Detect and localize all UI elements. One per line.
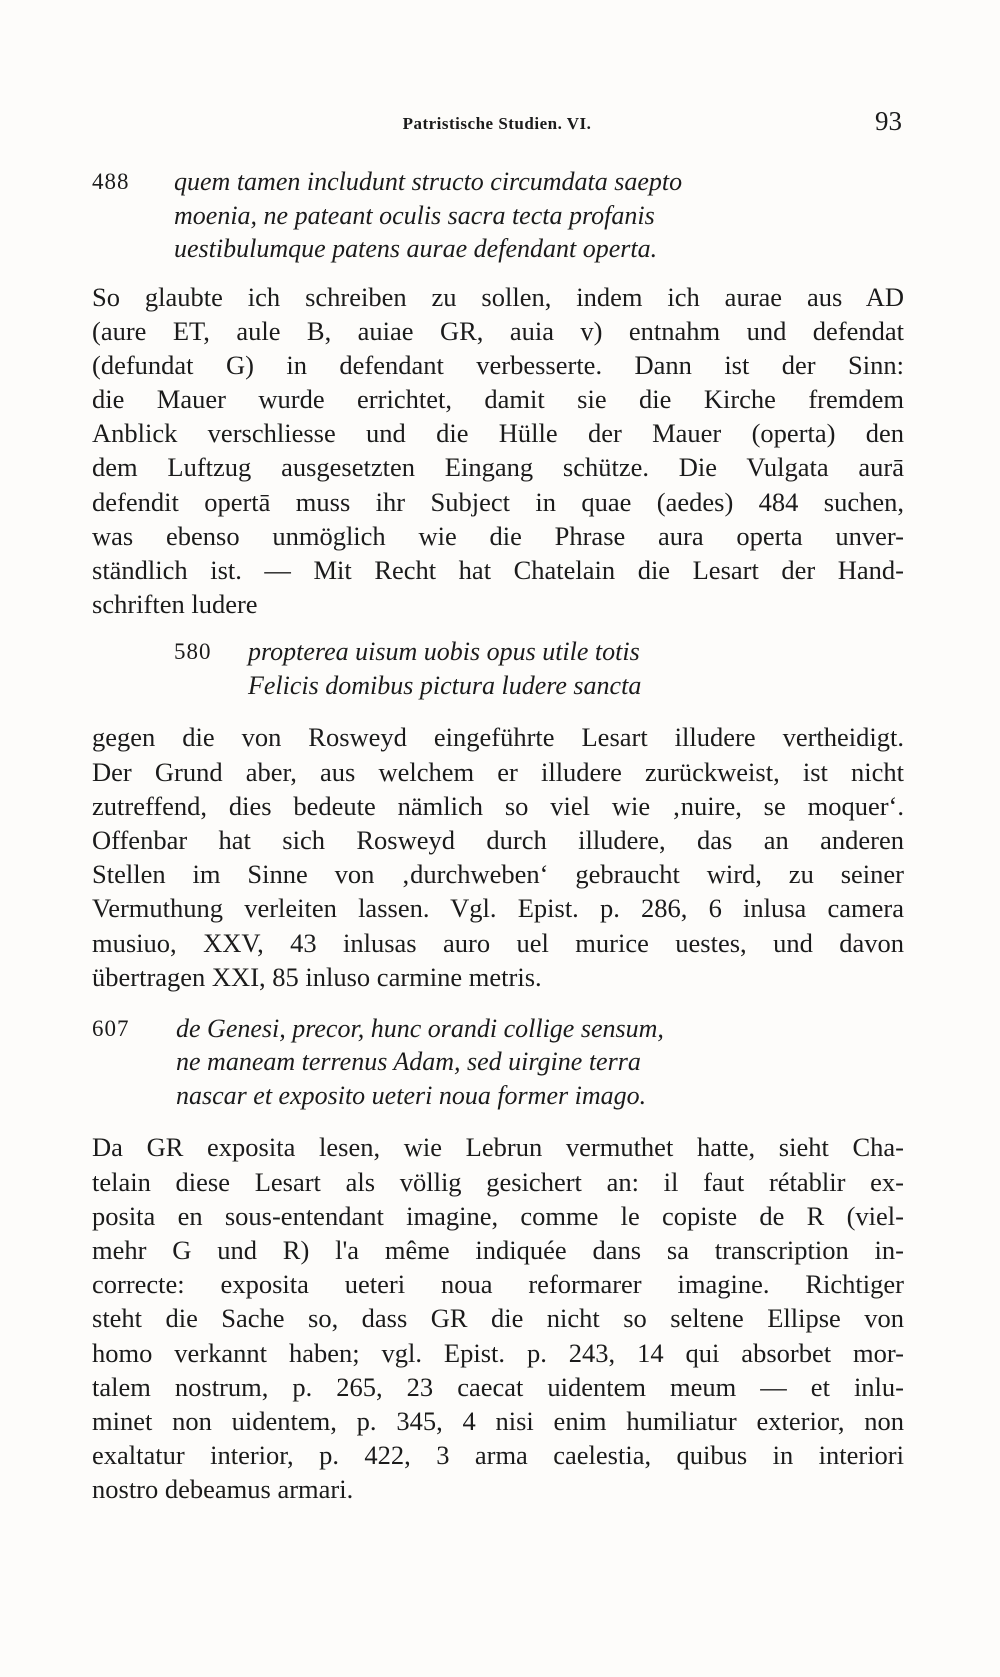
- text-line: telain diese Lesart als völlig gesichert an: il faut rétablir ex-: [92, 1166, 904, 1197]
- verse-text: moenia, ne pateant oculis sacra tecta profanis: [174, 200, 655, 230]
- text-line: übertragen XXI, 85 inluso carmine metris.: [92, 961, 542, 992]
- text-line: nostro debeamus armari.: [92, 1474, 354, 1505]
- text-line: Offenbar hat sich Rosweyd durch illudere, das an anderen: [92, 824, 904, 855]
- verse-line: [92, 1045, 904, 1079]
- verse-line: [92, 1012, 904, 1046]
- verse-number: 488: [92, 169, 130, 194]
- verse-text: Felicis domibus pictura ludere sancta: [248, 670, 642, 700]
- text-line: was ebenso unmöglich wie die Phrase aura operta unver-: [92, 520, 904, 551]
- text-line: Der Grund aber, aus welchem er illudere zurückweist, ist nicht: [92, 756, 904, 787]
- verse-text: ne maneam terrenus Adam, sed uirgine terra: [176, 1047, 641, 1077]
- verse-text: nascar et exposito ueteri noua former imago.: [176, 1080, 647, 1110]
- text-line: exaltatur interior, p. 422, 3 arma caelestia, quibus in interiori: [92, 1440, 904, 1471]
- verse-488: [92, 165, 904, 266]
- verse-607: [92, 1012, 904, 1113]
- page-body: [92, 165, 904, 1506]
- paragraph-1: [92, 280, 904, 622]
- verse-line: [92, 669, 904, 703]
- text-line: musiuo, XXV, 43 inlusas auro uel murice uestes, und davon: [92, 927, 904, 958]
- text-line: ständlich ist. — Mit Recht hat Chatelain die Lesart der Hand-: [92, 555, 904, 585]
- verse-580: [92, 635, 904, 702]
- text-line: Vermuthung verleiten lassen. Vgl. Epist. p. 286, 6 inlusa camera: [92, 893, 904, 924]
- page-number: 93: [875, 106, 902, 136]
- verse-text: de Genesi, precor, hunc orandi collige sensum,: [176, 1013, 664, 1043]
- verse-line: [92, 635, 904, 669]
- text-line: schriften ludere: [92, 589, 258, 620]
- text-line: posita en sous-entendant imagine, comme le copiste de R (viel-: [92, 1200, 904, 1231]
- verse-number: 580: [174, 639, 212, 665]
- text-line: correcte: exposita ueteri noua reformarer imagine. Richtiger: [92, 1269, 904, 1300]
- text-line: dem Luftzug ausgesetzten Eingang schütze. Die Vulgata aurā: [92, 452, 904, 483]
- verse-line: [92, 232, 904, 266]
- paragraph-2: [92, 720, 904, 994]
- text-line: Anblick verschliesse und die Hülle der Mauer (operta) den: [92, 418, 904, 449]
- verse-text: uestibulumque patens aurae defendant operta.: [174, 234, 658, 263]
- text-line: talem nostrum, p. 265, 23 caecat uidentem meum — et inlu-: [92, 1371, 904, 1402]
- text-line: So glaubte ich schreiben zu sollen, indem ich aurae aus AD: [92, 281, 904, 312]
- text-line: (aure ET, aule B, auiae GR, auia v) entnahm und defendat: [92, 315, 904, 346]
- verse-line: [92, 165, 904, 199]
- text-line: gegen die von Rosweyd eingeführte Lesart illudere vertheidigt.: [92, 722, 904, 753]
- running-head: [92, 106, 902, 146]
- text-line: zutreffend, dies bedeute nämlich so viel wie ‚nuire, se moquer‘.: [92, 790, 904, 821]
- text-line: mehr G und R) l'a même indiquée dans sa transcription in-: [92, 1234, 904, 1265]
- text-line: defendit opertā muss ihr Subject in quae (aedes) 484 suchen,: [92, 486, 904, 517]
- text-line: steht die Sache so, dass GR die nicht so seltene Ellipse von: [92, 1303, 904, 1334]
- text-line: Stellen im Sinne von ‚durchweben‘ gebraucht wird, zu seiner: [92, 859, 904, 890]
- verse-line: [92, 199, 904, 233]
- verse-text: propterea uisum uobis opus utile totis: [248, 637, 640, 667]
- text-line: minet non uidentem, p. 345, 4 nisi enim humiliatur exterior, non: [92, 1405, 904, 1436]
- text-line: Da GR exposita lesen, wie Lebrun vermuthet hatte, sieht Cha-: [92, 1132, 904, 1163]
- verse-text: quem tamen includunt structo circumdata saepto: [174, 167, 683, 196]
- running-title: Patristische Studien. VI.: [402, 114, 592, 133]
- paragraph-3: [92, 1130, 904, 1506]
- verse-line: [92, 1079, 904, 1113]
- text-line: homo verkannt haben; vgl. Epist. p. 243, 14 qui absorbet mor-: [92, 1337, 904, 1368]
- text-line: (defundat G) in defendant verbesserte. Dann ist der Sinn:: [92, 349, 904, 380]
- verse-number: 607: [92, 1015, 130, 1041]
- text-line: die Mauer wurde errichtet, damit sie die Kirche fremdem: [92, 384, 904, 415]
